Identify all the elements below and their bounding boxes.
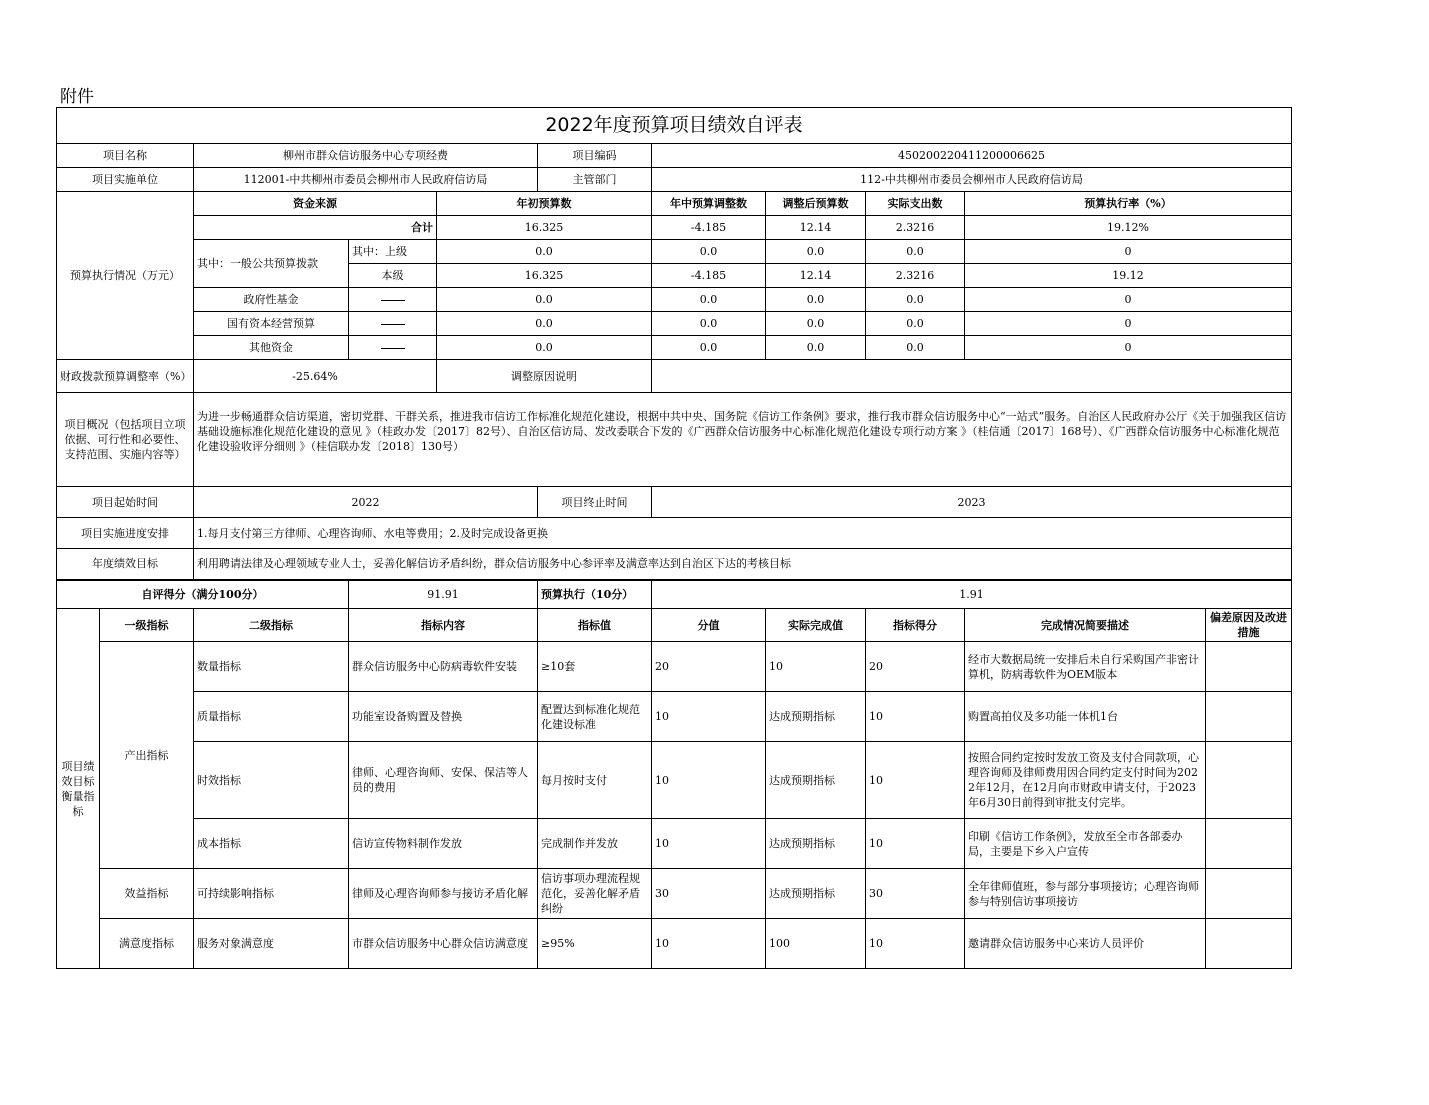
exec-score-label: 预算执行（10分）: [538, 580, 652, 609]
performance-table: [56, 107, 1292, 969]
end-time-label: 项目终止时间: [538, 487, 652, 518]
ind-header-level2: 二级指标: [194, 609, 349, 642]
project-name-label: 项目名称: [57, 144, 194, 168]
budget-cell: 0.0: [437, 336, 652, 360]
ind-header-target: 指标值: [538, 609, 652, 642]
ind-header-weight: 分值: [652, 609, 766, 642]
ind-header-desc: 完成情况简要描述: [965, 609, 1206, 642]
budget-header-initial: 年初预算数: [437, 192, 652, 216]
budget-cell: 0.0: [866, 240, 965, 264]
ind-weight: 20: [652, 642, 766, 692]
budget-cell: 0.0: [437, 312, 652, 336]
budget-cell: 0.0: [652, 240, 766, 264]
ind-content: 律师及心理咨询师参与接访矛盾化解: [349, 869, 538, 919]
budget-cell: 0.0: [866, 288, 965, 312]
adjust-rate-label: 财政拨款预算调整率（%）: [57, 360, 194, 393]
ind-deviation: [1206, 869, 1292, 919]
budget-section-label: 预算执行情况（万元）: [57, 192, 194, 360]
ind-score: 10: [866, 742, 965, 819]
ind-actual: 达成预期指标: [766, 742, 866, 819]
budget-cell: 0.0: [652, 312, 766, 336]
budget-cell: 0.0: [437, 240, 652, 264]
ind-desc: 邀请群众信访服务中心来访人员评价: [965, 919, 1206, 969]
ind-content: 信访宣传物料制作发放: [349, 819, 538, 869]
budget-cell: -4.185: [652, 216, 766, 240]
ind-actual: 达成预期指标: [766, 819, 866, 869]
dept: 112-中共柳州市委员会柳州市人民政府信访局: [652, 168, 1292, 192]
budget-row-label: 其他资金: [194, 336, 349, 360]
ind-header-level1: 一级指标: [100, 609, 194, 642]
dash-mark: [349, 312, 437, 336]
budget-cell: 2.3216: [866, 216, 965, 240]
ind-content: 市群众信访服务中心群众信访满意度: [349, 919, 538, 969]
ind-target: 每月按时支付: [538, 742, 652, 819]
budget-total-label: 合计: [194, 216, 437, 240]
budget-cell: 12.14: [766, 264, 866, 288]
ind-target: ≥10套: [538, 642, 652, 692]
ind-target: 信访事项办理流程规范化，妥善化解矛盾纠纷: [538, 869, 652, 919]
budget-cell: 0: [965, 312, 1292, 336]
budget-cell: 0.0: [437, 288, 652, 312]
ind-actual: 达成预期指标: [766, 869, 866, 919]
ind-desc: 印刷《信访工作条例》，发放至全市各部委办局，主要是下乡入户宣传: [965, 819, 1206, 869]
budget-cell: 0.0: [652, 288, 766, 312]
budget-cell: 19.12%: [965, 216, 1292, 240]
budget-cell: 0: [965, 336, 1292, 360]
self-score-label: 自评得分（满分100分）: [57, 580, 349, 609]
budget-header-after: 调整后预算数: [766, 192, 866, 216]
ind-weight: 10: [652, 919, 766, 969]
budget-cell: 12.14: [766, 216, 866, 240]
start-time-label: 项目起始时间: [57, 487, 194, 518]
budget-general-group-label: 其中：一般公共预算拨款: [194, 240, 349, 288]
ind-level2: 服务对象满意度: [194, 919, 349, 969]
budget-cell: 0.0: [866, 336, 965, 360]
project-code-label: 项目编码: [538, 144, 652, 168]
dash-mark: [349, 288, 437, 312]
ind-header-score: 指标得分: [866, 609, 965, 642]
ind-weight: 10: [652, 692, 766, 742]
dept-label: 主管部门: [538, 168, 652, 192]
adjust-reason-label: 调整原因说明: [437, 360, 652, 393]
budget-row-label: 其中：上级: [349, 240, 437, 264]
ind-level2: 成本指标: [194, 819, 349, 869]
budget-cell: 0: [965, 288, 1292, 312]
ind-deviation: [1206, 819, 1292, 869]
ind-level2: 质量指标: [194, 692, 349, 742]
ind-level2: 时效指标: [194, 742, 349, 819]
exec-score: 1.91: [652, 580, 1292, 609]
budget-cell: 0.0: [766, 312, 866, 336]
budget-header-adjust: 年中预算调整数: [652, 192, 766, 216]
budget-cell: 16.325: [437, 264, 652, 288]
ind-content: 律师、心理咨询师、安保、保洁等人员的费用: [349, 742, 538, 819]
ind-header-content: 指标内容: [349, 609, 538, 642]
project-name: 柳州市群众信访服务中心专项经费: [194, 144, 538, 168]
budget-cell: 2.3216: [866, 264, 965, 288]
annual-goal-label: 年度绩效目标: [57, 549, 194, 580]
ind-target: 配置达到标准化规范化建设标准: [538, 692, 652, 742]
ind-score: 10: [866, 919, 965, 969]
dash-mark: [349, 336, 437, 360]
ind-level2: 可持续影响指标: [194, 869, 349, 919]
ind-header-actual: 实际完成值: [766, 609, 866, 642]
ind-target: 完成制作并发放: [538, 819, 652, 869]
start-time: 2022: [194, 487, 538, 518]
ind-target: ≥95%: [538, 919, 652, 969]
impl-unit-label: 项目实施单位: [57, 168, 194, 192]
ind-actual: 10: [766, 642, 866, 692]
self-score: 91.91: [349, 580, 538, 609]
ind-level1: 产出指标: [100, 642, 194, 869]
budget-row-label: 本级: [349, 264, 437, 288]
end-time: 2023: [652, 487, 1292, 518]
ind-deviation: [1206, 692, 1292, 742]
attachment-label: 附件: [60, 87, 94, 107]
ind-score: 10: [866, 692, 965, 742]
ind-weight: 30: [652, 869, 766, 919]
ind-actual: 达成预期指标: [766, 692, 866, 742]
budget-header-actual: 实际支出数: [866, 192, 965, 216]
ind-weight: 10: [652, 819, 766, 869]
ind-weight: 10: [652, 742, 766, 819]
progress-label: 项目实施进度安排: [57, 518, 194, 549]
ind-header-deviation: 偏差原因及改进措施: [1206, 609, 1292, 642]
adjust-reason: [652, 360, 1292, 393]
ind-score: 20: [866, 642, 965, 692]
budget-cell: -4.185: [652, 264, 766, 288]
table-title: 2022年度预算项目绩效自评表: [57, 108, 1292, 144]
ind-content: 群众信访服务中心防病毒软件安装: [349, 642, 538, 692]
budget-cell: 0.0: [766, 240, 866, 264]
budget-header-rate: 预算执行率（%）: [965, 192, 1292, 216]
ind-deviation: [1206, 642, 1292, 692]
budget-cell: 0.0: [652, 336, 766, 360]
ind-desc: 经市大数据局统一安排后未自行采购国产非密计算机，防病毒软件为OEM版本: [965, 642, 1206, 692]
budget-cell: 0: [965, 240, 1292, 264]
budget-cell: 19.12: [965, 264, 1292, 288]
ind-score: 30: [866, 869, 965, 919]
budget-cell: 0.0: [866, 312, 965, 336]
ind-level2: 数量指标: [194, 642, 349, 692]
budget-cell: 0.0: [766, 336, 866, 360]
ind-deviation: [1206, 919, 1292, 969]
budget-row-label: 国有资本经营预算: [194, 312, 349, 336]
ind-score: 10: [866, 819, 965, 869]
budget-cell: 0.0: [766, 288, 866, 312]
ind-desc: 按照合同约定按时发放工资及支付合同款项，心理咨询师及律师费用因合同约定支付时间为2022年12月，在12月向市财政申请支付，于2023年6月30日前得到审批支付完毕。: [965, 742, 1206, 819]
budget-header-source: 资金来源: [194, 192, 437, 216]
progress-text: 1.每月支付第三方律师、心理咨询师、水电等费用；2.及时完成设备更换: [194, 518, 1292, 549]
overview-label: 项目概况（包括项目立项依据、可行性和必要性、支持范围、实施内容等）: [57, 393, 194, 487]
budget-row-label: 政府性基金: [194, 288, 349, 312]
impl-unit: 112001-中共柳州市委员会柳州市人民政府信访局: [194, 168, 538, 192]
ind-desc: 全年律师值班，参与部分事项接访；心理咨询师参与特别信访事项接访: [965, 869, 1206, 919]
overview-text: 为进一步畅通群众信访渠道，密切党群、干群关系，推进我市信访工作标准化规范化建设，根据中共中央、国务院《信访工作条例》要求，推行我市群众信访服务中心“一站式”服务。自治区人民政府办公厅《关于加强我区信访基础设施标准化规范化建设的意见 》（桂政办发〔2017〕82号）、自治区信访局、发改委联合下发的《广西群众信访服务中心标准化规范化建设专项行动方案 》（桂信通〔2017〕168号）、《广西群众信访服务中心标准化规范化建设验收评分细则 》（桂信联办发〔2018〕130号）: [194, 393, 1292, 487]
indicators-section-label: 项目绩效目标衡量指标: [57, 609, 100, 969]
ind-content: 功能室设备购置及替换: [349, 692, 538, 742]
ind-actual: 100: [766, 919, 866, 969]
ind-desc: 购置高拍仪及多功能一体机1台: [965, 692, 1206, 742]
ind-level1: 效益指标: [100, 869, 194, 919]
ind-level1: 满意度指标: [100, 919, 194, 969]
ind-deviation: [1206, 742, 1292, 819]
annual-goal-text: 利用聘请法律及心理领域专业人士，妥善化解信访矛盾纠纷，群众信访服务中心参评率及满意率达到自治区下达的考核目标: [194, 549, 1292, 580]
budget-cell: 16.325: [437, 216, 652, 240]
project-code: 450200220411200006625: [652, 144, 1292, 168]
adjust-rate: -25.64%: [194, 360, 437, 393]
